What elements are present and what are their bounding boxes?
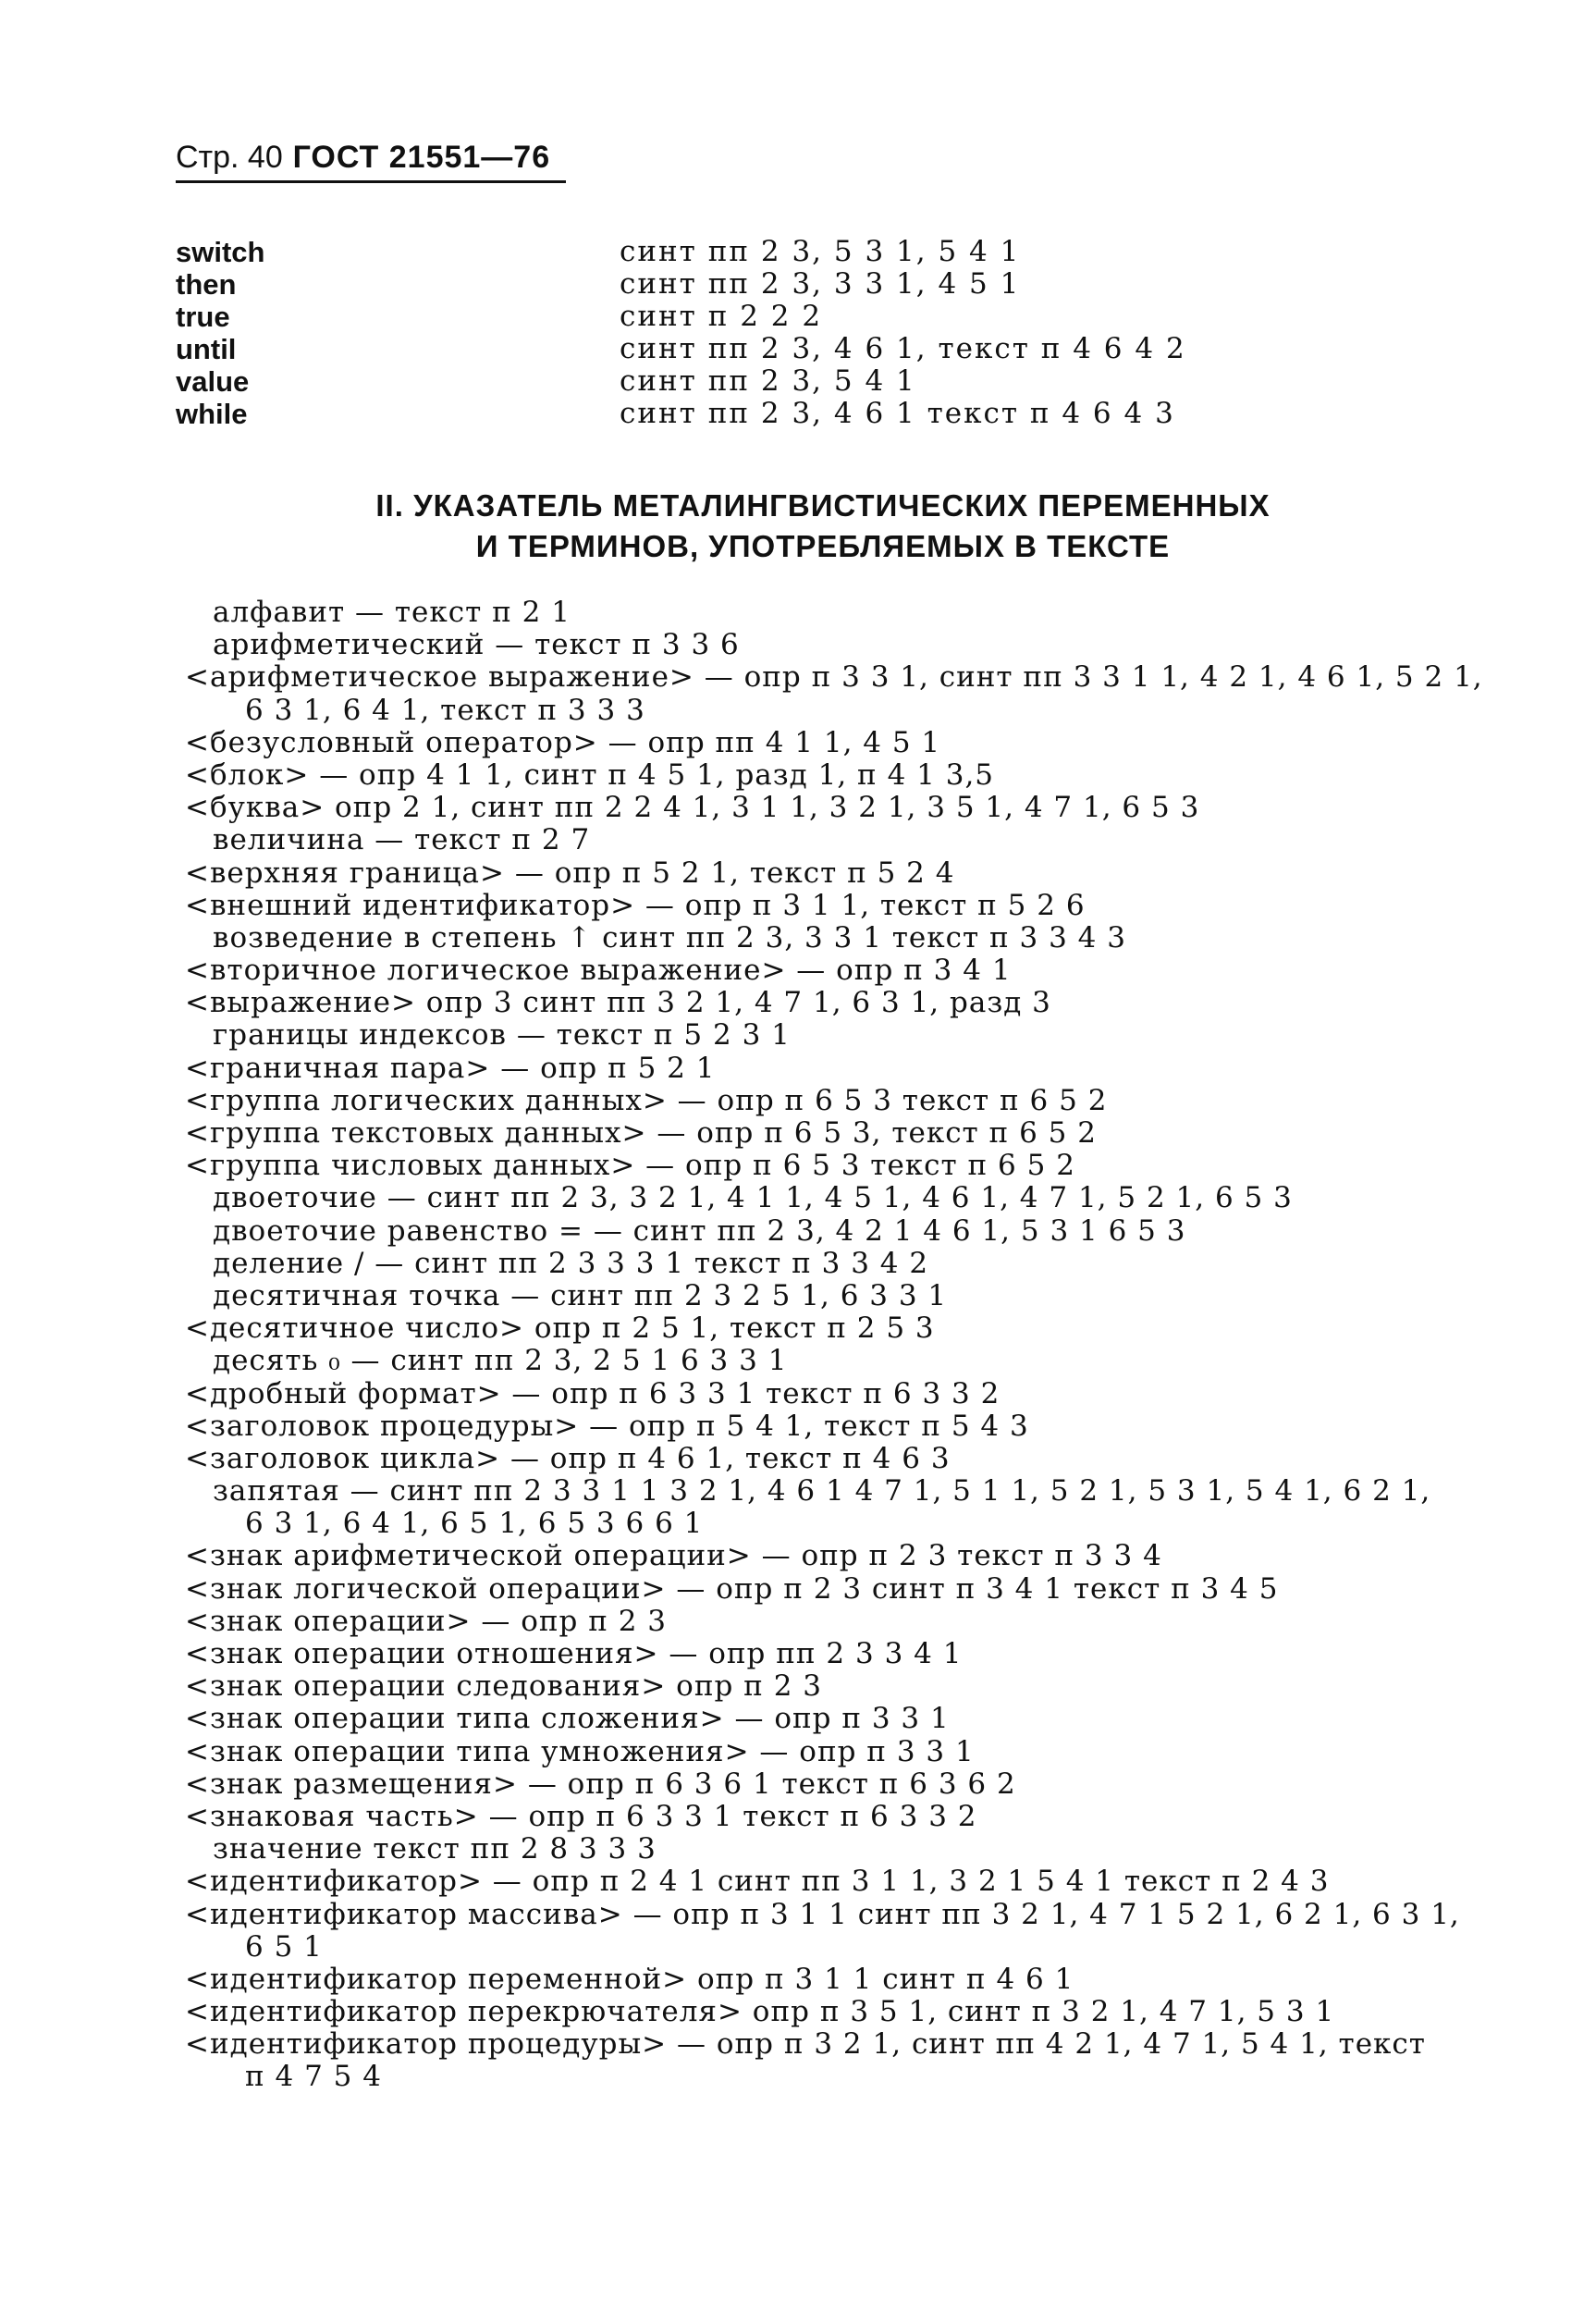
- index-entry-line: п 4 7 5 4: [245, 2060, 382, 2094]
- index-entry-line: <заголовок цикла> — опр п 4 6 1, текст п 4 6 3: [185, 1441, 951, 1475]
- index-entry-line: <дробный формат> — опр п 6 3 3 1 текст п 6 3 3 2: [185, 1376, 1001, 1410]
- section-title-line: II. УКАЗАТЕЛЬ МЕТАЛИНГВИСТИЧЕСКИХ ПЕРЕМЕННЫХ: [375, 488, 1271, 523]
- standard-code: ГОСТ 21551—76: [292, 140, 551, 175]
- keyword-reference: синт пп 2 3, 5 4 1: [620, 364, 916, 398]
- metalinguistic-index-list: [185, 596, 1483, 2094]
- index-entry-line: <блок> — опр 4 1 1, синт п 4 5 1, разд 1, п 4 1 3,5: [185, 757, 995, 792]
- keyword: switch: [176, 236, 265, 268]
- index-entry-line: <знак размещения> — опр п 6 3 6 1 текст п 6 3 6 2: [185, 1767, 1016, 1801]
- section-title: [176, 486, 1470, 567]
- index-entry-line: <знаковая часть> — опр п 6 3 3 1 текст п 6 3 3 2: [185, 1799, 977, 1833]
- index-entry-line: 6 3 1, 6 4 1, текст п 3 3 3: [245, 693, 645, 727]
- index-entry-line: <идентификатор переменной> опр п 3 1 1 синт п 4 6 1: [185, 1962, 1074, 1996]
- page-label: Стр. 40: [176, 140, 283, 175]
- index-entry-line: <группа числовых данных> — опр п 6 5 3 текст п 6 5 2: [185, 1149, 1075, 1183]
- index-entry-line: <знак операции отношения> — опр пп 2 3 3 4 1: [185, 1637, 963, 1670]
- running-header: [176, 139, 550, 176]
- index-entry-line: <буква> опр 2 1, синт пп 2 2 4 1, 3 1 1, 3 2 1, 3 5 1, 4 7 1, 6 5 3: [185, 791, 1200, 825]
- index-entry-line: 6 3 1, 6 4 1, 6 5 1, 6 5 3 6 6 1: [245, 1507, 704, 1541]
- keyword-reference: синт п 2 2 2: [620, 300, 823, 333]
- index-entry-line: <идентификатор> — опр п 2 4 1 синт пп 3 1 1, 3 2 1 5 4 1 текст п 2 4 3: [185, 1865, 1330, 1899]
- index-entry-line: <знак операции следования> опр п 2 3: [185, 1669, 822, 1704]
- keyword-row: [176, 236, 1470, 268]
- index-entry-line: <знак арифметической операции> — опр п 2 3 текст п 3 3 4: [185, 1539, 1162, 1573]
- keyword: while: [176, 398, 248, 430]
- header-rule: [176, 180, 566, 183]
- keyword-row: [176, 398, 1470, 430]
- index-entry-line: <знак логической операции> — опр п 2 3 синт п 3 4 1 текст п 3 4 5: [185, 1571, 1279, 1606]
- index-entry-line: <десятичное число> опр п 2 5 1, текст п 2 5 3: [185, 1311, 935, 1346]
- index-entry-line: величина — текст п 2 7: [213, 823, 591, 857]
- keyword-row: [176, 268, 1470, 301]
- index-entry-line: <вторичное логическое выражение> — опр п 3 4 1: [185, 954, 1012, 988]
- index-entry-line: <идентификатор массива> — опр п 3 1 1 синт пп 3 2 1, 4 7 1 5 2 1, 6 2 1, 6 3 1,: [185, 1897, 1460, 1931]
- section-title-line: И ТЕРМИНОВ, УПОТРЕБЛЯЕМЫХ В ТЕКСТЕ: [475, 529, 1171, 563]
- index-entry-line: <безусловный оператор> — опр пп 4 1 1, 4 5 1: [185, 725, 941, 759]
- keyword-row: [176, 365, 1470, 398]
- index-entry-line: <группа текстовых данных> — опр п 6 5 3, текст п 6 5 2: [185, 1116, 1097, 1150]
- index-entry-line: десять ₀ — синт пп 2 3, 2 5 1 6 3 3 1: [213, 1344, 788, 1378]
- keyword: then: [176, 268, 237, 301]
- index-entry-line: деление / — синт пп 2 3 3 3 1 текст п 3 3 4 2: [213, 1246, 929, 1280]
- keyword-reference: синт пп 2 3, 4 6 1 текст п 4 6 4 3: [620, 397, 1175, 430]
- index-entry-line: <знак операции типа сложения> — опр п 3 3 1: [185, 1702, 950, 1736]
- keyword: true: [176, 301, 230, 333]
- keyword-row: [176, 301, 1470, 333]
- index-entry-line: <заголовок процедуры> — опр п 5 4 1, текст п 5 4 3: [185, 1409, 1029, 1443]
- index-entry-line: двоеточие равенство = — синт пп 2 3, 4 2 1 4 6 1, 5 3 1 6 5 3: [213, 1213, 1186, 1248]
- index-entry-line: 6 5 1: [245, 1929, 323, 1964]
- index-entry-line: возведение в степень ↑ синт пп 2 3, 3 3 1 текст п 3 3 4 3: [213, 920, 1126, 954]
- index-entry-line: <выражение> опр 3 синт пп 3 2 1, 4 7 1, 6 3 1, разд 3: [185, 986, 1051, 1020]
- keyword-row: [176, 333, 1470, 365]
- index-entry-line: <знак операции> — опр п 2 3: [185, 1604, 668, 1638]
- index-entry-line: <группа логических данных> — опр п 6 5 3 текст п 6 5 2: [185, 1083, 1108, 1117]
- index-entry-line: <арифметическое выражение> — опр п 3 3 1, синт пп 3 3 1 1, 4 2 1, 4 6 1, 5 2 1,: [185, 660, 1483, 695]
- index-entry-line: десятичная точка — синт пп 2 3 2 5 1, 6 3 3 1: [213, 1278, 948, 1312]
- keyword: value: [176, 365, 250, 398]
- keyword-reference: синт пп 2 3, 5 3 1, 5 4 1: [620, 235, 1021, 268]
- keyword-reference: синт пп 2 3, 3 3 1, 4 5 1: [620, 267, 1021, 301]
- keyword: until: [176, 333, 237, 365]
- index-entry-line: <идентификатор процедуры> — опр п 3 2 1, синт пп 4 2 1, 4 7 1, 5 4 1, текст: [185, 2027, 1426, 2062]
- index-entry-line: арифметический — текст п 3 3 6: [213, 628, 740, 662]
- index-entry-line: <идентификатор перекрючателя> опр п 3 5 1, синт п 3 2 1, 4 7 1, 5 3 1: [185, 1995, 1335, 2029]
- index-entry-line: двоеточие — синт пп 2 3, 3 2 1, 4 1 1, 4 5 1, 4 6 1, 4 7 1, 5 2 1, 6 5 3: [213, 1181, 1293, 1215]
- index-entry-line: алфавит — текст п 2 1: [213, 596, 571, 629]
- index-entry-line: <граничная пара> — опр п 5 2 1: [185, 1051, 716, 1085]
- index-entry-line: запятая — синт пп 2 3 3 1 1 3 2 1, 4 6 1 4 7 1, 5 1 1, 5 2 1, 5 3 1, 5 4 1, 6 2 1,: [213, 1474, 1431, 1508]
- index-entry-line: значение текст пп 2 8 3 3 3: [213, 1832, 657, 1866]
- index-entry-line: <внешний идентификатор> — опр п 3 1 1, текст п 5 2 6: [185, 888, 1086, 922]
- keyword-index-continuation: [176, 236, 1470, 430]
- index-entry-line: <знак операции типа умножения> — опр п 3 3 1: [185, 1734, 975, 1768]
- index-entry-line: <верхняя граница> — опр п 5 2 1, текст п 5 2 4: [185, 856, 955, 890]
- keyword-reference: синт пп 2 3, 4 6 1, текст п 4 6 4 2: [620, 332, 1186, 365]
- index-entry-line: границы индексов — текст п 5 2 3 1: [213, 1018, 791, 1053]
